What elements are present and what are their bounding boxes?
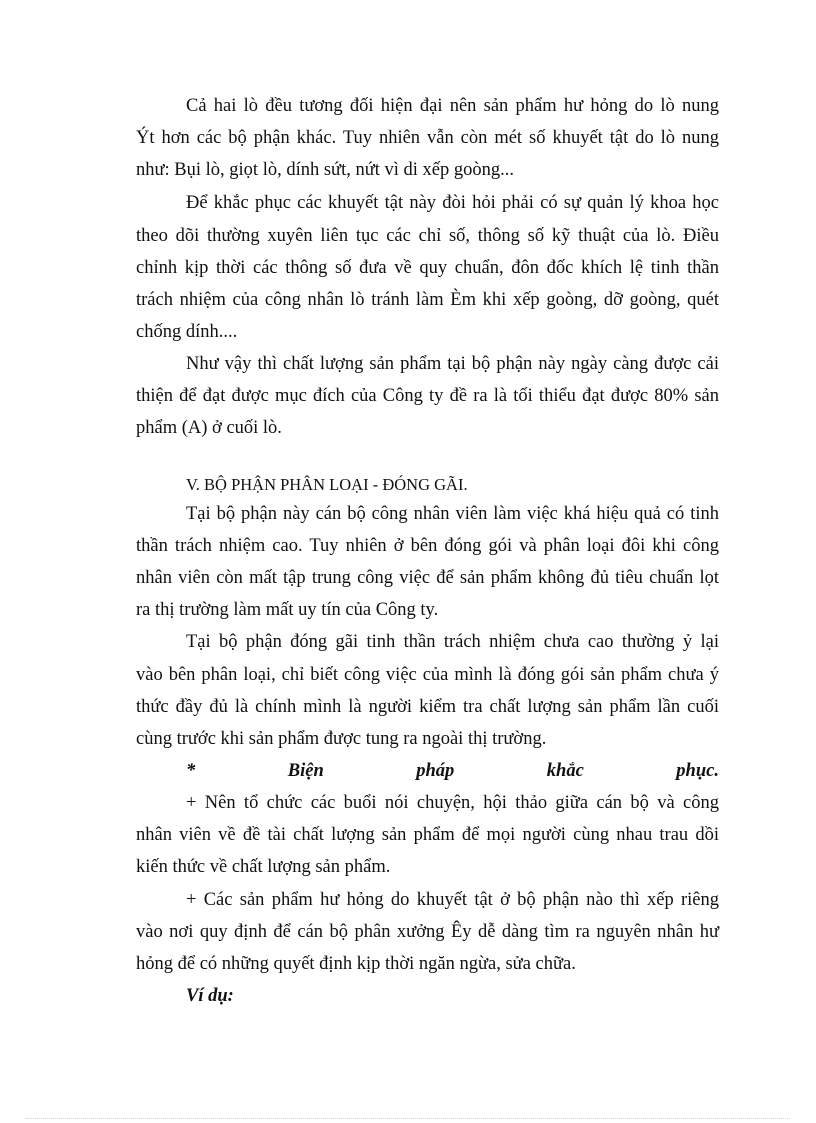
paragraph-6-line-1: + Nên tổ chức các buổi nói chuyện, hội thảo giữa cán bộ và công — [186, 793, 719, 813]
paragraph-1-line-1: Cả hai lò đều tương đối hiện đại nên sản phẩm hư hỏng do lò nung — [186, 96, 719, 116]
paragraph-2-line-2: theo dõi thường xuyên liên tục các chỉ số, thông số kỹ thuật của lò. Điều — [136, 226, 719, 246]
paragraph-4-line-4: ra thị trường làm mất uy tín của Công ty. — [136, 600, 439, 620]
section-heading: V. BỘ PHẬN PHÂN LOẠI - ĐÓNG GÃI. — [186, 475, 468, 494]
paragraph-3-line-3: phẩm (A) ở cuối lò. — [136, 418, 282, 438]
paragraph-6-line-2: nhân viên về đề tài chất lượng sản phẩm để mọi người cùng nhau trau dồi — [136, 825, 719, 845]
paragraph-1-line-3: như: Bụi lò, giọt lò, dính sứt, nứt vì di xếp goòng... — [136, 160, 514, 180]
paragraph-4-line-1: Tại bộ phận này cán bộ công nhân viên làm việc khá hiệu quả có tinh — [186, 504, 719, 524]
bottom-dotted-rule — [26, 1118, 790, 1119]
paragraph-5-line-3: thức đầy đủ là chính mình là người kiểm tra chất lượng sản phẩm lần cuối — [136, 697, 719, 717]
paragraph-5-line-4: cùng trước khi sản phẩm được tung ra ngoài thị trường. — [136, 729, 547, 749]
paragraph-2-line-3: chỉnh kịp thời các thông số đưa về quy chuẩn, đôn đốc khích lệ tinh thần — [136, 258, 719, 278]
paragraph-4-line-3: nhân viên còn mất tập trung công việc để sản phẩm không đủ tiêu chuẩn lọt — [136, 568, 719, 588]
paragraph-3-line-1: Như vậy thì chất lượng sản phẩm tại bộ phận này ngày càng được cải — [186, 354, 719, 374]
paragraph-6-line-3: kiến thức về chất lượng sản phẩm. — [136, 857, 391, 877]
measures-heading-word: khắc — [546, 761, 584, 781]
paragraph-2-line-5: chống dính.... — [136, 322, 238, 342]
example-label: Ví dụ: — [186, 986, 234, 1006]
paragraph-7-line-1: + Các sản phẩm hư hỏng do khuyết tật ở bộ phận nào thì xếp riêng — [186, 890, 719, 910]
paragraph-2-line-1: Để khắc phục các khuyết tật này đòi hỏi phải có sự quản lý khoa học — [186, 193, 719, 213]
paragraph-5-line-2: vào bên phân loại, chỉ biết công việc của mình là đóng gói sản phẩm chưa ý — [136, 665, 719, 685]
measures-heading — [186, 759, 719, 783]
paragraph-5-line-1: Tại bộ phận đóng gãi tinh thần trách nhiệm chưa cao thường ỷ lại — [186, 632, 719, 652]
measures-heading-word: Biện — [287, 761, 324, 781]
paragraph-7-line-2: vào nơi quy định để cán bộ phân xưởng Êy dễ dàng tìm ra nguyên nhân hư — [136, 922, 719, 942]
paragraph-2-line-4: trách nhiệm của công nhân lò tránh làm Èm khi xếp goòng, dỡ goòng, quét — [136, 290, 719, 310]
measures-heading-word: pháp — [416, 761, 455, 781]
paragraph-4-line-2: thần trách nhiệm cao. Tuy nhiên ở bên đóng gói và phân loại đôi khi công — [136, 536, 719, 556]
measures-heading-word: phục. — [676, 761, 719, 781]
paragraph-3-line-2: thiện để đạt được mục đích của Công ty đề ra là tối thiểu đạt được 80% sản — [136, 386, 719, 406]
measures-heading-word: * — [186, 761, 196, 781]
paragraph-7-line-3: hỏng để có những quyết định kịp thời ngăn ngừa, sửa chữa. — [136, 954, 576, 974]
paragraph-1-line-2: Ýt hơn các bộ phận khác. Tuy nhiên vẫn còn mét số khuyết tật do lò nung — [136, 128, 719, 148]
